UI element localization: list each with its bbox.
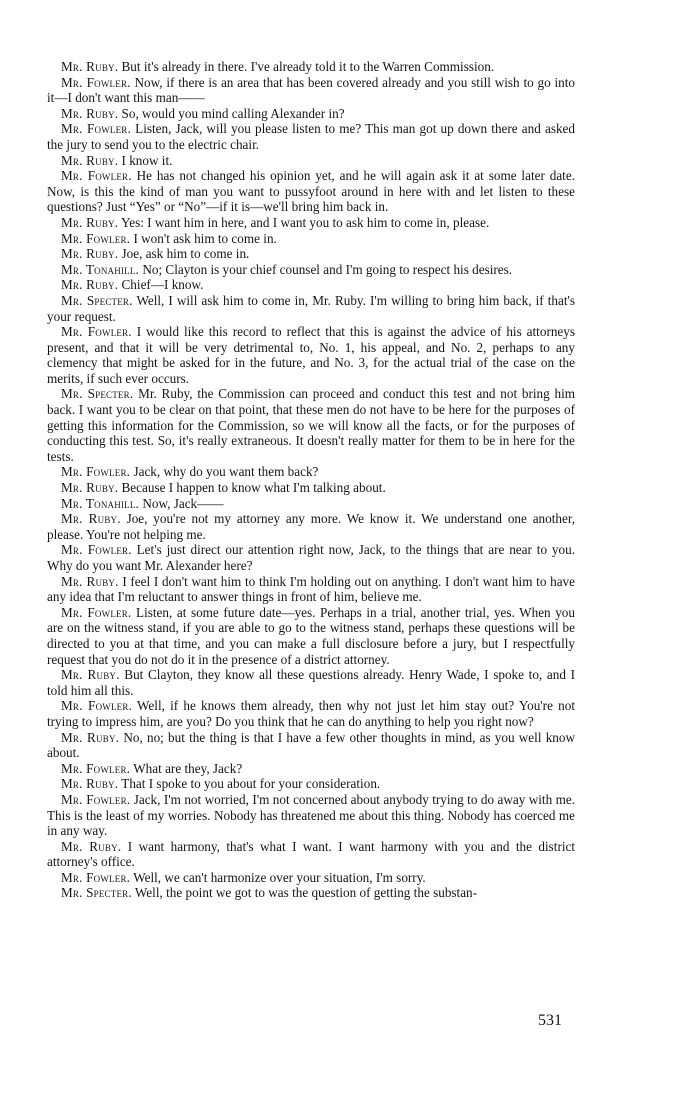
statement-text: Joe, ask him to come in. — [121, 246, 250, 262]
statement-text: I feel I don't want him to think I'm holding out on anything. I don't want him to have any idea that I'm reluctant to answer things in front of him, believe me. — [47, 573, 576, 605]
statement-text: Well, the point we got to was the question of getting the substan- — [134, 885, 478, 901]
statement-text: Listen, at some future date—yes. Perhaps in a trial, another trial, yes. When you are on the witness stand, if you are able to go to the witness stand, perhaps these questions will be directed to you at that time, and you can make a full disclosure before a jury, but I respectfully request that you do not do it in the presence of a district attorney. — [47, 604, 575, 667]
paragraph — [47, 386, 575, 464]
speaker-name: Mr. Specter. — [61, 292, 133, 308]
statement-text: I would like this record to reflect that this is against the advice of his attorneys present, and that it will be very detrimental to, No. 1, his appeal, and No. 2, perhaps to any clemency that might be asked for in the future, and No. 3, for the actual trial of the case on the merits, if such ever occurs. — [47, 324, 576, 386]
speaker-name: Mr. Ruby. — [61, 573, 119, 589]
speaker-name: Mr. Fowler. — [61, 869, 131, 885]
speaker-name: Mr. Ruby. — [61, 246, 119, 262]
statement-text: But Clayton, they know all these questions already. Henry Wade, I spoke to, and I told him all this. — [47, 667, 576, 698]
speaker-name: Mr. Specter. — [61, 885, 132, 901]
paragraph — [47, 839, 575, 870]
statement-text: Yes: I want him in here, and I want you to ask him to come in, please. — [121, 214, 490, 230]
paragraph — [47, 885, 575, 901]
statement-text: Jack, why do you want them back? — [133, 464, 319, 480]
statement-text: Listen, Jack, will you please listen to me? This man got up down there and asked the jury to send you to the electric chair. — [47, 121, 575, 152]
speaker-name: Mr. Ruby. — [61, 277, 119, 293]
statement-text: I know it. — [121, 152, 173, 168]
speaker-name: Mr. Fowler. — [61, 324, 132, 340]
statement-text: Well, if he knows them already, then why not just let him stay out? You're not trying to impress him, are you? Do you think that he can do anything to help you right now? — [47, 698, 575, 729]
statement-text: Let's just direct our attention right now, Jack, to the things that are near to you. Why do you want Mr. Alexander here? — [47, 542, 575, 573]
speaker-name: Mr. Ruby. — [61, 511, 121, 527]
statement-text: Now, Jack—— — [142, 495, 224, 511]
speaker-name: Mr. Ruby. — [61, 729, 120, 745]
statement-text: Well, we can't harmonize over your situation, I'm sorry. — [133, 869, 426, 885]
speaker-name: Mr. Fowler. — [61, 230, 131, 246]
statement-text: So, would you mind calling Alexander in? — [121, 105, 345, 121]
speaker-name: Mr. Ruby. — [61, 152, 119, 168]
speaker-name: Mr. Ruby. — [61, 480, 119, 496]
speaker-name: Mr. Specter. — [61, 386, 134, 402]
statement-text: What are they, Jack? — [133, 760, 243, 776]
speaker-name: Mr. Fowler. — [61, 121, 131, 137]
paragraph — [47, 730, 575, 761]
speaker-name: Mr. Ruby. — [61, 214, 119, 230]
statement-text: Now, if there is an area that has been covered already and you still wish to go into it—I don't want this man—— — [47, 74, 576, 106]
statement-text: No; Clayton is your chief counsel and I'm going to respect his desires. — [142, 261, 513, 277]
paragraph — [47, 153, 575, 169]
statement-text: Well, I will ask him to come in, Mr. Ruby. I'm willing to bring him back, if that's your request. — [47, 292, 575, 324]
statement-text: No, no; but the thing is that I have a few other thoughts in mind, as you well know about. — [47, 729, 576, 761]
paragraph — [47, 792, 575, 839]
speaker-name: Mr. Tonahill. — [61, 261, 140, 277]
speaker-name: Mr. Fowler. — [61, 464, 131, 480]
statement-text: That I spoke to you about for your consideration. — [121, 776, 381, 792]
speaker-name: Mr. Fowler. — [61, 542, 132, 558]
paragraph — [47, 464, 575, 480]
paragraph — [47, 480, 575, 496]
speaker-name: Mr. Ruby. — [61, 59, 119, 74]
paragraph — [47, 761, 575, 777]
paragraph — [47, 667, 575, 698]
speaker-name: Mr. Fowler. — [61, 168, 132, 184]
paragraph — [47, 698, 575, 729]
speaker-name: Mr. Ruby. — [61, 776, 119, 792]
paragraph — [47, 293, 575, 324]
paragraph — [47, 106, 575, 122]
paragraph — [47, 75, 575, 106]
paragraph — [47, 870, 575, 886]
paragraph — [47, 511, 575, 542]
statement-text: Because I happen to know what I'm talking about. — [121, 480, 386, 496]
speaker-name: Mr. Fowler. — [61, 698, 133, 714]
paragraph — [47, 574, 575, 605]
transcript-body — [47, 59, 575, 901]
statement-text: Joe, you're not my attorney any more. We know it. We understand one another, please. You're not helping me. — [47, 511, 576, 542]
statement-text: Jack, I'm not worried, I'm not concerned about anybody trying to do away with me. This is the least of my worries. Nobody has threatened me about this thing. Nobody has coerced me in any way. — [47, 791, 576, 839]
statement-text: Chief—I know. — [121, 277, 204, 293]
paragraph — [47, 231, 575, 247]
paragraph — [47, 496, 575, 512]
paragraph — [47, 262, 575, 278]
paragraph — [47, 121, 575, 152]
statement-text: I won't ask him to come in. — [133, 230, 277, 246]
speaker-name: Mr. Fowler. — [61, 604, 132, 620]
speaker-name: Mr. Tonahill. — [61, 495, 140, 511]
speaker-name: Mr. Fowler. — [61, 791, 131, 807]
paragraph — [47, 168, 575, 215]
paragraph — [47, 215, 575, 231]
statement-text: He has not changed his opinion yet, and he will again ask it at some later date. Now, is this the kind of man you want to pussyfoot around in here with and let listen to these questions? Just “Yes” or “No”—if it is—we'll bring him back in. — [47, 168, 575, 215]
speaker-name: Mr. Fowler. — [61, 74, 131, 90]
speaker-name: Mr. Fowler. — [61, 760, 131, 776]
statement-text: I want harmony, that's what I want. I want harmony with you and the district attorney's office. — [47, 838, 576, 870]
paragraph — [47, 277, 575, 293]
statement-text: But it's already in there. I've already told it to the Warren Commission. — [121, 59, 495, 74]
paragraph — [47, 246, 575, 262]
speaker-name: Mr. Ruby. — [61, 838, 122, 854]
paragraph — [47, 59, 575, 75]
speaker-name: Mr. Ruby. — [61, 105, 119, 121]
paragraph — [47, 605, 575, 667]
page-number: 531 — [538, 1012, 562, 1029]
paragraph — [47, 542, 575, 573]
paragraph — [47, 324, 575, 386]
speaker-name: Mr. Ruby. — [61, 667, 120, 683]
statement-text: Mr. Ruby, the Commission can proceed and conduct this test and not bring him back. I want you to be clear on that point, that these men do not have to be here for the purposes of getting this information for the Commission, so we will know all the facts, or for the purposes of conducting this test. So, it's really extraneous. It doesn't really matter for them to be in here for the tests. — [47, 386, 576, 464]
paragraph — [47, 776, 575, 792]
